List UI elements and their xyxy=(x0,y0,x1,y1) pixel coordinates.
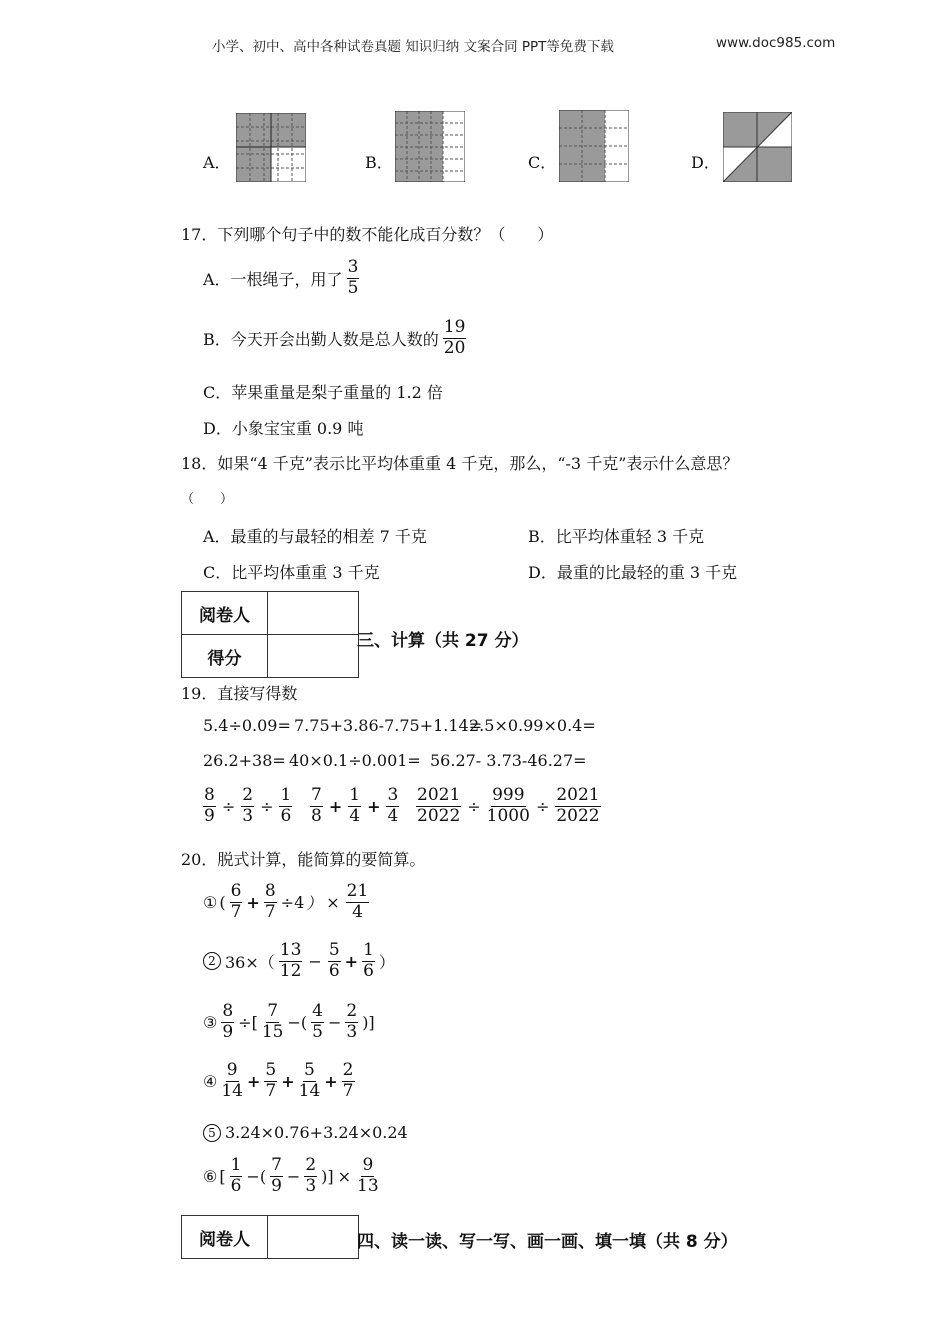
q18-option-c[interactable]: C．比平均体重重 3 千克 xyxy=(203,563,380,582)
q20-problem-1: ① ( $\frac{6}{7}$ + $\frac{8}{7}$ ÷4 ） × $\frac{21}{4}$ xyxy=(203,881,369,922)
reviewer-label: 阅卷人 xyxy=(182,592,268,635)
grading-table-2 xyxy=(181,1215,359,1259)
q20-problem-5: 5 3.24×0.76+3.24×0.24 xyxy=(203,1123,408,1142)
q16-label-c: C． xyxy=(528,153,557,172)
q18-answer-paren: （ ） xyxy=(181,492,234,507)
q19-item: 5.4÷0.09= xyxy=(203,716,291,735)
q18-option-d[interactable]: D．最重的比最轻的重 3 千克 xyxy=(528,563,738,582)
q19-fraction-expr-1: $\frac{8}{9}$ ÷ $\frac{2}{3}$ ÷ $\frac{1}{6}$ xyxy=(204,785,292,826)
q16-label-b: B． xyxy=(365,153,393,172)
q17-option-d[interactable]: D．小象宝宝重 0.9 吨 xyxy=(203,419,364,438)
q18-option-b[interactable]: B．比平均体重轻 3 千克 xyxy=(528,527,705,546)
q16-figure-d xyxy=(723,112,792,182)
q20-problem-3: ③ $\frac{8}{9}$ ÷[ $\frac{7}{15}$ −( $\frac{4}{5}$ − $\frac{2}{3}$ )] xyxy=(203,1001,375,1042)
q18-option-a[interactable]: A．最重的与最轻的相差 7 千克 xyxy=(203,527,427,546)
q17-option-b[interactable] xyxy=(203,319,468,358)
section-title-read-write: 四、读一读、写一写、画一画、填一填（共 8 分） xyxy=(357,1232,738,1252)
q19-fraction-expr-3: $\frac{2021}{2022}$ ÷ $\frac{999}{1000}$ ÷ $\frac{2021}{2022}$ xyxy=(417,785,600,826)
reviewer-cell[interactable] xyxy=(268,1216,359,1259)
header-text: 小学、初中、高中各种试卷真题 知识归纳 文案合同 PPT等免费下载 xyxy=(212,39,614,55)
q17-option-a-text: A．一根绳子，用了 xyxy=(203,269,343,289)
q19-fraction-expr-2: $\frac{7}{8}$ + $\frac{1}{4}$ + $\frac{3}{4}$ xyxy=(311,785,399,826)
q17-option-b-text: B．今天开会出勤人数是总人数的 xyxy=(203,329,439,349)
q16-figure-a xyxy=(236,113,306,182)
score-cell[interactable] xyxy=(268,635,359,678)
q16-figure-b xyxy=(395,111,465,182)
q19-item: 2.5×0.99×0.4= xyxy=(469,716,596,735)
section-title-calc: 三、计算（共 27 分） xyxy=(357,631,529,651)
score-label: 得分 xyxy=(182,635,268,678)
fraction: $\frac{3}{5}$ xyxy=(347,257,359,298)
q19-item: 56.27- 3.73-46.27= xyxy=(430,751,587,770)
header-url[interactable]: www.doc985.com xyxy=(716,35,836,51)
q19-item: 40×0.1÷0.001= xyxy=(289,751,421,770)
q18-stem: 18．如果“4 千克”表示比平均体重重 4 千克，那么，“-3 千克”表示什么意思？ xyxy=(181,454,739,473)
q19-item: 7.75+3.86-7.75+1.14= xyxy=(294,716,483,735)
q19-item: 26.2+38= xyxy=(203,751,286,770)
q16-figure-c xyxy=(559,110,629,182)
q16-label-a: A． xyxy=(203,153,231,172)
q20-problem-6: ⑥ [ $\frac{1}{6}$ −( $\frac{7}{9}$ − $\frac{2}{3}$ )] × $\frac{9}{13}$ xyxy=(203,1155,379,1196)
q17-option-c[interactable]: C．苹果重量是梨子重量的 1.2 倍 xyxy=(203,383,443,402)
q20-problem-2: 2 36×（ $\frac{13}{12}$ − $\frac{5}{6}$ + $\frac{1}{6}$ ） xyxy=(203,942,395,981)
q19-stem: 19．直接写得数 xyxy=(181,684,298,703)
q20-problem-4: ④ $\frac{9}{14}$ + $\frac{5}{7}$ + $\frac{5}{14}$ + $\frac{2}{7}$ xyxy=(203,1060,354,1101)
q17-option-a[interactable] xyxy=(203,259,361,298)
fraction: $\frac{19}{20}$ xyxy=(443,317,466,358)
q16-label-d: D． xyxy=(691,153,720,172)
reviewer-cell[interactable] xyxy=(268,592,359,635)
reviewer-label: 阅卷人 xyxy=(182,1216,268,1259)
q20-stem: 20．脱式计算，能简算的要简算。 xyxy=(181,850,426,869)
q17-stem: 17．下列哪个句子中的数不能化成百分数？（ ） xyxy=(181,225,554,244)
grading-table xyxy=(181,591,359,678)
